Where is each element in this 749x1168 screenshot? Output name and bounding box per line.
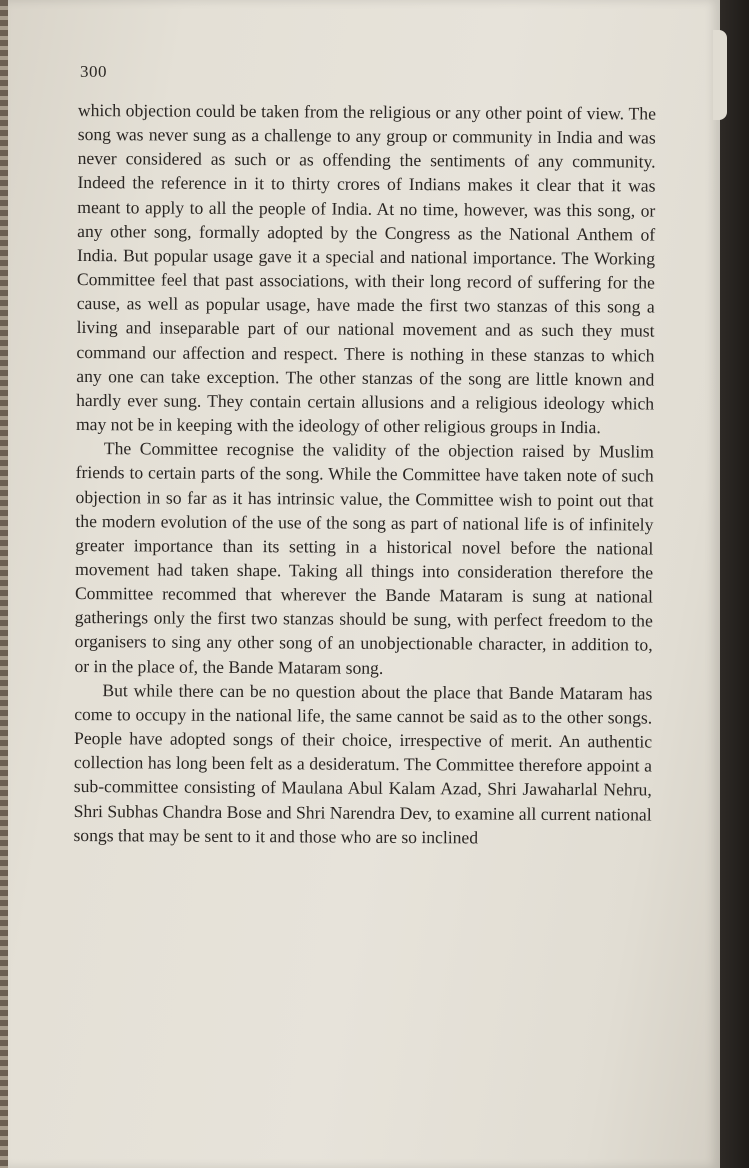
- page-shadow: [720, 0, 749, 1168]
- book-page: [8, 0, 720, 1168]
- paragraph-3: But while there can be no question about the place that Bande Mataram has come to occupy in the national life, the same cannot be said as to the other songs. People have adopted songs of their choice, irrespective of merit. An authentic collection has long been felt as a desideratum. The Committee therefore appoint a sub-committee consisting of Maulana Abul Kalam Azad, Shri Jawaharlal Nehru, Shri Subhas Chandra Bose and Shri Narendra Dev, to examine all current national songs that may be sent to it and those who are so inclined: [73, 679, 653, 848]
- page-number: 300: [80, 62, 107, 81]
- paragraph-2: The Committee recognise the validity of the objection raised by Muslim friends to certain parts of the song. While the Committee have taken note of such objection in so far as it has intrinsic value, the Committee wish to point out that the modern evolution of the use of the song as part of national life is of infinitely greater importance than its setting in a historical novel before the national movement had taken shape. Taking all things into consideration therefore the Committee recommed that wherever the Bande Mataram is sung at national gatherings only the first two stanzas should be sung, with perfect freedom to the organisers to sing any other song of an unobjectionable character, in addition to, or in the place of, the Bande Mataram song.: [74, 438, 654, 678]
- body-text: [73, 98, 656, 850]
- page-corner: [713, 30, 727, 120]
- book-spine-edge: [0, 0, 8, 1168]
- paragraph-1: which objection could be taken from the religious or any other point of view. The song was never sung as a challenge to any group or community in India and was never considered as such or as offending the sentiments of any community. Indeed the reference in it to thirty crores of Indians makes it clear that it was meant to apply to all the people of India. At no time, however, was this song, or any other song, formally adopted by the Congress as the National Anthem of India. But popular usage gave it a special and national importance. The Working Committee feel that past associations, with their long record of suffering for the cause, as well as popular usage, have made the first two stanzas of this song a living and inseparable part of our national movement and as such they must command our affection and respect. There is nothing in these stanzas to which any one can take exception. The other stanzas of the song are little known and hardly ever sung. They contain certain allusions and a religious ideology which may not be in keeping with the ideology of other religious groups in India.: [75, 99, 656, 438]
